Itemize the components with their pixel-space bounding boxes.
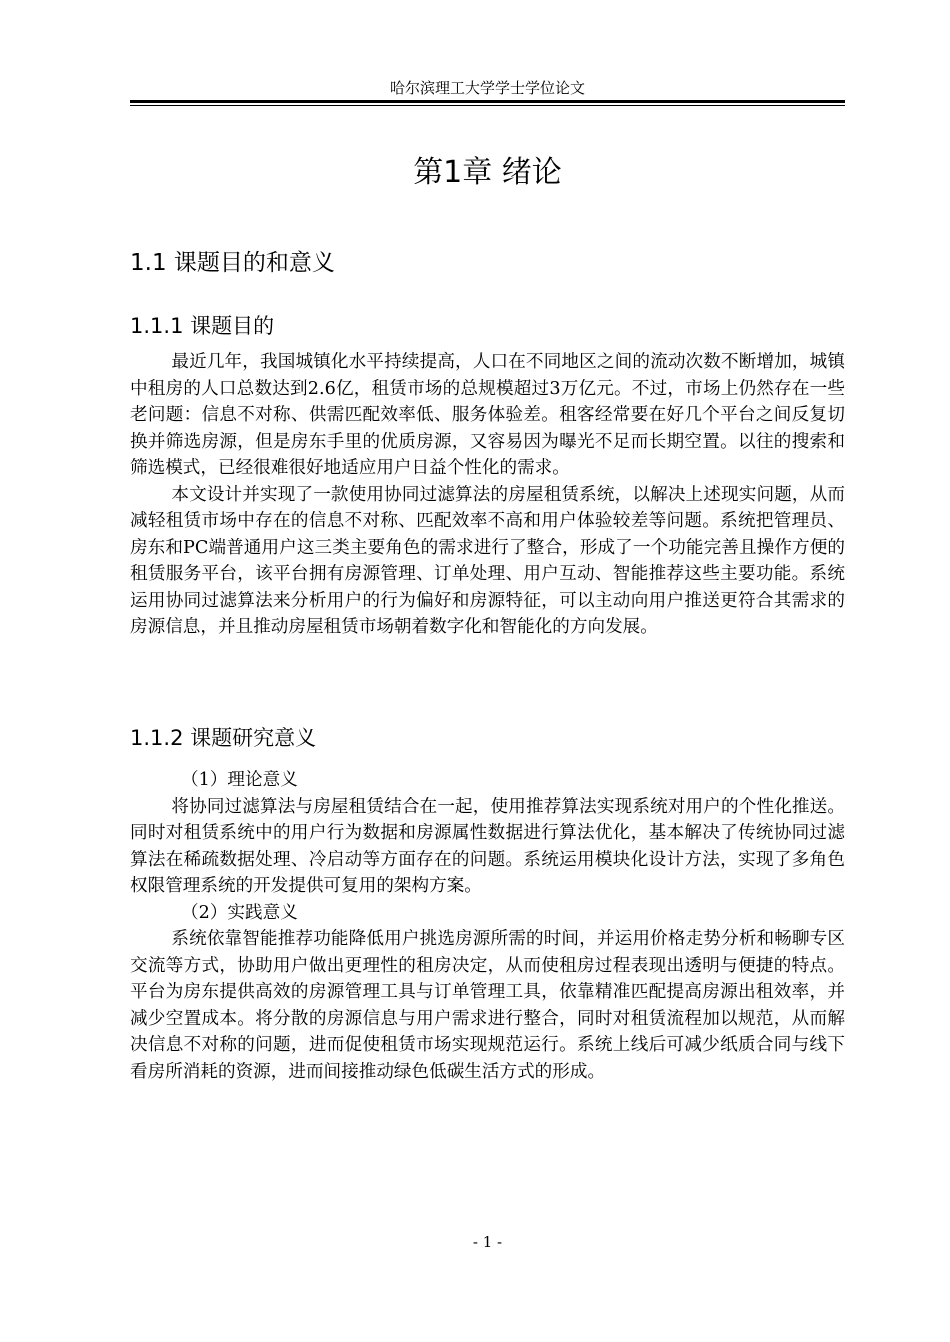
page-number: - 1 - <box>472 1233 503 1251</box>
section-heading-1-1-2: 1.1.2 课题研究意义 <box>130 726 317 750</box>
section-1-1-1-body <box>130 349 845 641</box>
running-header: 哈尔滨理工大学学士学位论文 <box>389 79 585 97</box>
paragraph: 最近几年，我国城镇化水平持续提高，人口在不同地区之间的流动次数不断增加，城镇中租房的人口总数达到2.6亿，租赁市场的总规模超过3万亿元。不过，市场上仍然存在一些老问题：信息不对称、供需匹配效率低、服务体验差。租客经常要在好几个平台之间反复切换并筛选房源，但是房东手里的优质房源，又容易因为曝光不足而长期空置。以往的搜索和筛选模式，已经很难很好地适应用户日益个性化的需求。 <box>130 352 845 478</box>
paragraph: 系统依靠智能推荐功能降低用户挑选房源所需的时间，并运用价格走势分析和畅聊专区交流等方式，协助用户做出更理性的租房决定，从而使租房过程表现出透明与便捷的特点。平台为房东提供高效的房源管理工具与订单管理工具，依靠精准匹配提高房源出租效率，并减少空置成本。将分散的房源信息与用户需求进行整合，同时对租赁流程加以规范，从而解决信息不对称的问题，进而促使租赁市场实现规范运行。系统上线后可减少纸质合同与线下看房所消耗的资源，进而间接推动绿色低碳生活方式的形成。 <box>130 929 845 1082</box>
section-1-1-2-body <box>130 767 845 1085</box>
section-heading-1-1-1: 1.1.1 课题目的 <box>130 314 275 338</box>
header-rule-thick <box>130 100 845 103</box>
subheading-theory: （1）理论意义 <box>181 770 298 790</box>
header-rule-thin <box>130 105 845 106</box>
paragraph: 本文设计并实现了一款使用协同过滤算法的房屋租赁系统，以解决上述现实问题，从而减轻租赁市场中存在的信息不对称、匹配效率不高和用户体验较差等问题。系统把管理员、房东和PC端普通用户这三类主要角色的需求进行了整合，形成了一个功能完善且操作方便的租赁服务平台，该平台拥有房源管理、订单处理、用户互动、智能推荐这些主要功能。系统运用协同过滤算法来分析用户的行为偏好和房源特征，可以主动向用户推送更符合其需求的房源信息，并且推动房屋租赁市场朝着数字化和智能化的方向发展。 <box>130 484 845 637</box>
paragraph: 将协同过滤算法与房屋租赁结合在一起，使用推荐算法实现系统对用户的个性化推送。同时对租赁系统中的用户行为数据和房源属性数据进行算法优化，基本解决了传统协同过滤算法在稀疏数据处理、冷启动等方面存在的问题。系统运用模块化设计方法，实现了多角色权限管理系统的开发提供可复用的架构方案。 <box>130 796 845 896</box>
subheading-practice: （2）实践意义 <box>181 902 298 923</box>
section-heading-1-1: 1.1 课题目的和意义 <box>130 250 335 276</box>
chapter-title: 第1章 绪论 <box>413 155 562 190</box>
